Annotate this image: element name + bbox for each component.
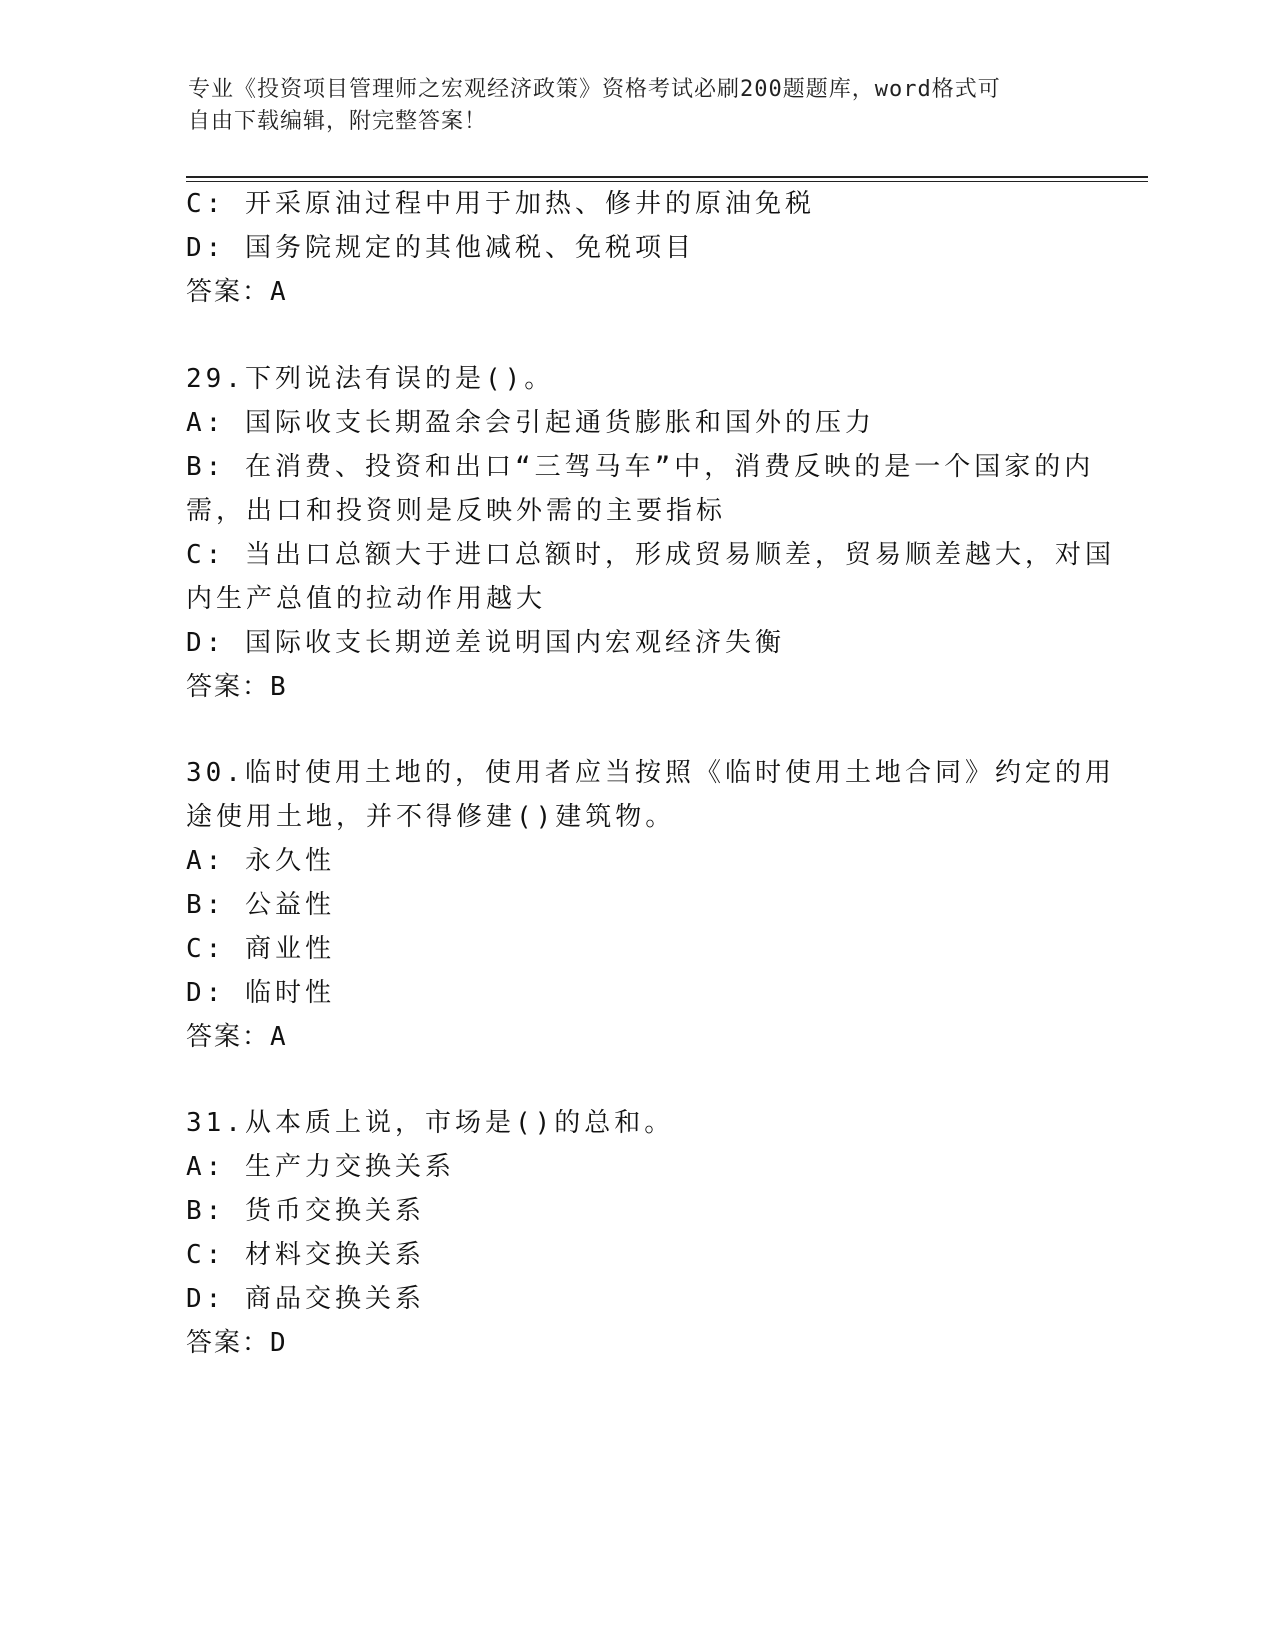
q30-answer: 答案：A (186, 1022, 288, 1052)
prev-option-c: C: 开采原油过程中用于加热、修井的原油免税 (186, 189, 815, 219)
q30-stem-line1: 30.临时使用土地的，使用者应当按照《临时使用土地合同》约定的用 (186, 758, 1115, 788)
header-line-1: 专业《投资项目管理师之宏观经济政策》资格考试必刷200题题库，word格式可 (188, 77, 1001, 102)
q31-option-c: C: 材料交换关系 (186, 1240, 425, 1270)
q30-option-d: D: 临时性 (186, 978, 335, 1008)
q30-option-a: A: 永久性 (186, 846, 335, 876)
header-line-2: 自由下载编辑，附完整答案！ (188, 109, 488, 134)
q29-option-b-line1: B: 在消费、投资和出口“三驾马车”中，消费反映的是一个国家的内 (186, 452, 1095, 482)
q29-option-a: A: 国际收支长期盈余会引起通货膨胀和国外的压力 (186, 408, 875, 438)
prev-answer: 答案：A (186, 277, 288, 307)
q31-option-d: D: 商品交换关系 (186, 1284, 425, 1314)
q30-stem-line2: 途使用土地，并不得修建()建筑物。 (186, 802, 676, 832)
q29-option-d: D: 国际收支长期逆差说明国内宏观经济失衡 (186, 628, 785, 658)
q31-option-a: A: 生产力交换关系 (186, 1152, 455, 1182)
q29-option-b-line2: 需，出口和投资则是反映外需的主要指标 (186, 496, 727, 526)
document-header (188, 74, 1068, 138)
header-rule-thick (186, 176, 1148, 178)
q31-stem: 31.从本质上说，市场是()的总和。 (186, 1108, 675, 1138)
q31-option-b: B: 货币交换关系 (186, 1196, 425, 1226)
q30-option-c: C: 商业性 (186, 934, 335, 964)
prev-option-d: D: 国务院规定的其他减税、免税项目 (186, 233, 695, 263)
q29-stem: 29.下列说法有误的是()。 (186, 364, 555, 394)
q30-option-b: B: 公益性 (186, 890, 335, 920)
q29-answer: 答案：B (186, 672, 288, 702)
q29-option-c-line1: C: 当出口总额大于进口总额时，形成贸易顺差，贸易顺差越大，对国 (186, 540, 1115, 570)
q29-option-c-line2: 内生产总值的拉动作用越大 (186, 584, 547, 614)
header-rule-thin (186, 181, 1148, 182)
q31-answer: 答案：D (186, 1328, 288, 1358)
